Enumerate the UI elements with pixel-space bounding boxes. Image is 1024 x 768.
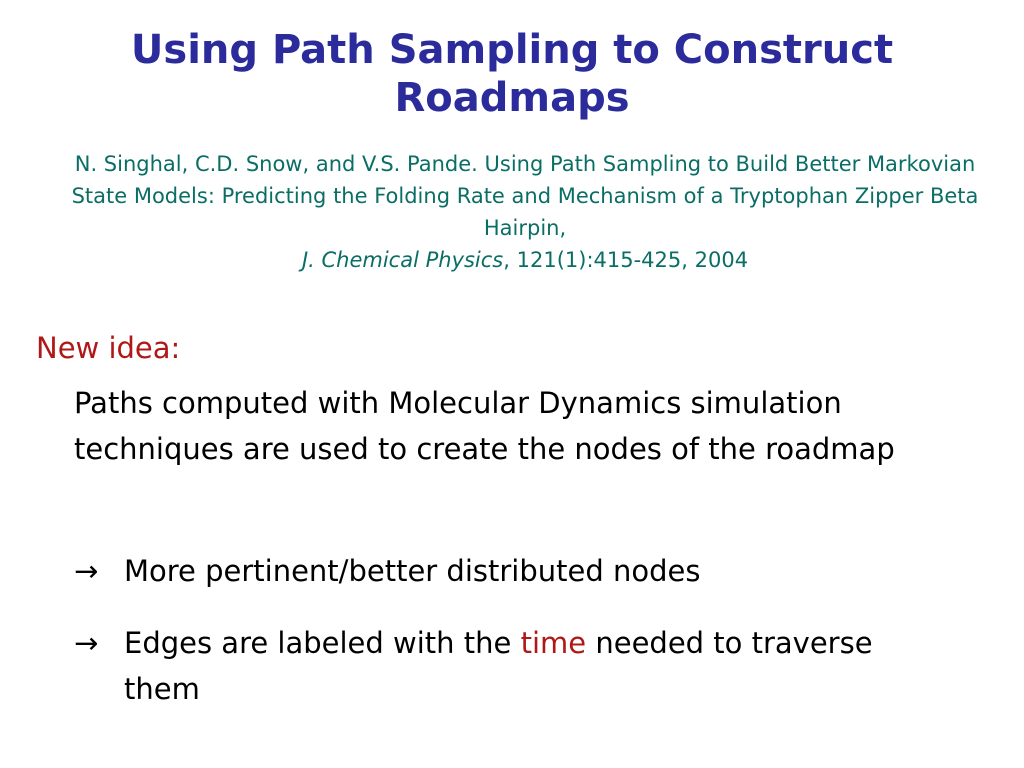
arrow-right-icon: → (74, 626, 99, 660)
arrow-right-icon: → (74, 554, 99, 588)
highlight-word: time (520, 626, 587, 660)
bullet-text-after: needed to traverse them (124, 626, 873, 706)
citation (60, 148, 990, 276)
new-idea-label: New idea: (36, 331, 181, 365)
citation-details: , 121(1):415-425, 2004 (503, 248, 749, 272)
slide-title: Using Path Sampling to Construct Roadmaps (130, 27, 894, 121)
bullet-item-edges (74, 620, 954, 712)
bullet-text-before: Edges are labeled with the (124, 626, 521, 660)
citation-journal: J. Chemical Physics (301, 248, 504, 272)
citation-text: N. Singhal, C.D. Snow, and V.S. Pande. Using Path Sampling to Build Better Markovian State Models: Predicting the Folding Rate and Mechanism of a Tryptophan Zipper Beta Hairpin, (71, 152, 979, 240)
idea-paragraph: Paths computed with Molecular Dynamics simulation techniques are used to create the nodes of the roadmap (74, 386, 895, 466)
bullet-text: More pertinent/better distributed nodes (124, 554, 701, 588)
bullet-item-nodes (74, 548, 954, 594)
